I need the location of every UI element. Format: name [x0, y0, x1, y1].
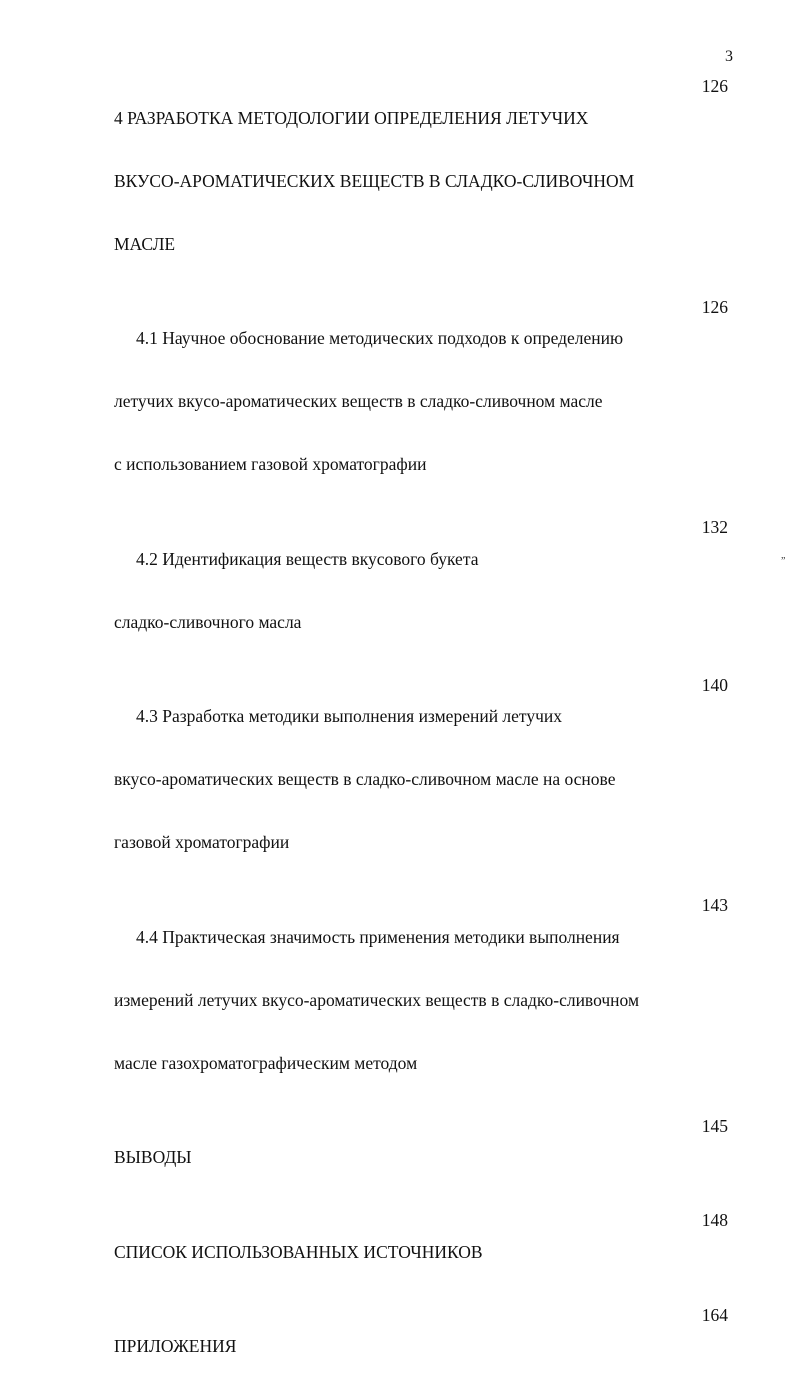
toc-entry-title — [114, 71, 728, 292]
toc-entry-title — [114, 1111, 728, 1206]
toc-line: ВКУСО-АРОМАТИЧЕСКИХ ВЕЩЕСТВ В СЛАДКО-СЛИВОЧНОМ — [114, 166, 658, 198]
toc-entry-4-3 — [114, 670, 728, 891]
toc-entry-page: 126 — [702, 292, 728, 324]
toc-entry-references — [114, 1205, 728, 1300]
toc-line: измерений летучих вкусо-ароматических веществ в сладко-сливочном — [114, 985, 658, 1017]
toc-entry-page: 164 — [702, 1300, 728, 1332]
toc-line: МАСЛЕ — [114, 229, 658, 261]
stray-scan-mark: ” — [781, 556, 785, 567]
page-number: 3 — [725, 48, 733, 66]
toc-entry-page: 140 — [702, 670, 728, 702]
toc-entry-title — [114, 890, 728, 1111]
toc-line: 4 РАЗРАБОТКА МЕТОДОЛОГИИ ОПРЕДЕЛЕНИЯ ЛЕТУЧИХ — [114, 103, 658, 135]
toc-line: ПРИЛОЖЕНИЯ — [114, 1331, 658, 1363]
toc-entry-conclusions — [114, 1111, 728, 1206]
toc-entry-4-2 — [114, 512, 728, 670]
toc-line: летучих вкусо-ароматических веществ в сладко-сливочном масле — [114, 386, 658, 418]
toc-line: вкусо-ароматических веществ в сладко-сливочном масле на основе — [114, 764, 658, 796]
toc-entry-4-4 — [114, 890, 728, 1111]
toc-line: 4.4 Практическая значимость применения методики выполнения — [114, 922, 658, 954]
toc-entry-4-1 — [114, 292, 728, 513]
toc-entry-title — [114, 1205, 728, 1300]
toc-entry-title — [114, 512, 728, 670]
toc-line: 4.3 Разработка методики выполнения измерений летучих — [114, 701, 658, 733]
toc-line: газовой хроматографии — [114, 827, 658, 859]
toc-entry-title — [114, 292, 728, 513]
table-of-contents — [114, 71, 728, 1394]
toc-entry-page: 148 — [702, 1205, 728, 1237]
toc-entry-page: 143 — [702, 890, 728, 922]
toc-line: масле газохроматографическим методом — [114, 1048, 658, 1080]
toc-entry-page: 126 — [702, 71, 728, 103]
toc-line: 4.1 Научное обоснование методических подходов к определению — [114, 323, 658, 355]
toc-entry-appendices — [114, 1300, 728, 1394]
toc-entry-page: 145 — [702, 1111, 728, 1143]
toc-entry-page: 132 — [702, 512, 728, 544]
toc-line: СПИСОК ИСПОЛЬЗОВАННЫХ ИСТОЧНИКОВ — [114, 1237, 658, 1269]
toc-line: сладко-сливочного масла — [114, 607, 658, 639]
toc-entry-title — [114, 1300, 728, 1394]
toc-entry-title — [114, 670, 728, 891]
toc-line: ВЫВОДЫ — [114, 1142, 658, 1174]
toc-entry-chapter-4 — [114, 71, 728, 292]
toc-line: с использованием газовой хроматографии — [114, 449, 658, 481]
toc-line: 4.2 Идентификация веществ вкусового букета — [114, 544, 658, 576]
